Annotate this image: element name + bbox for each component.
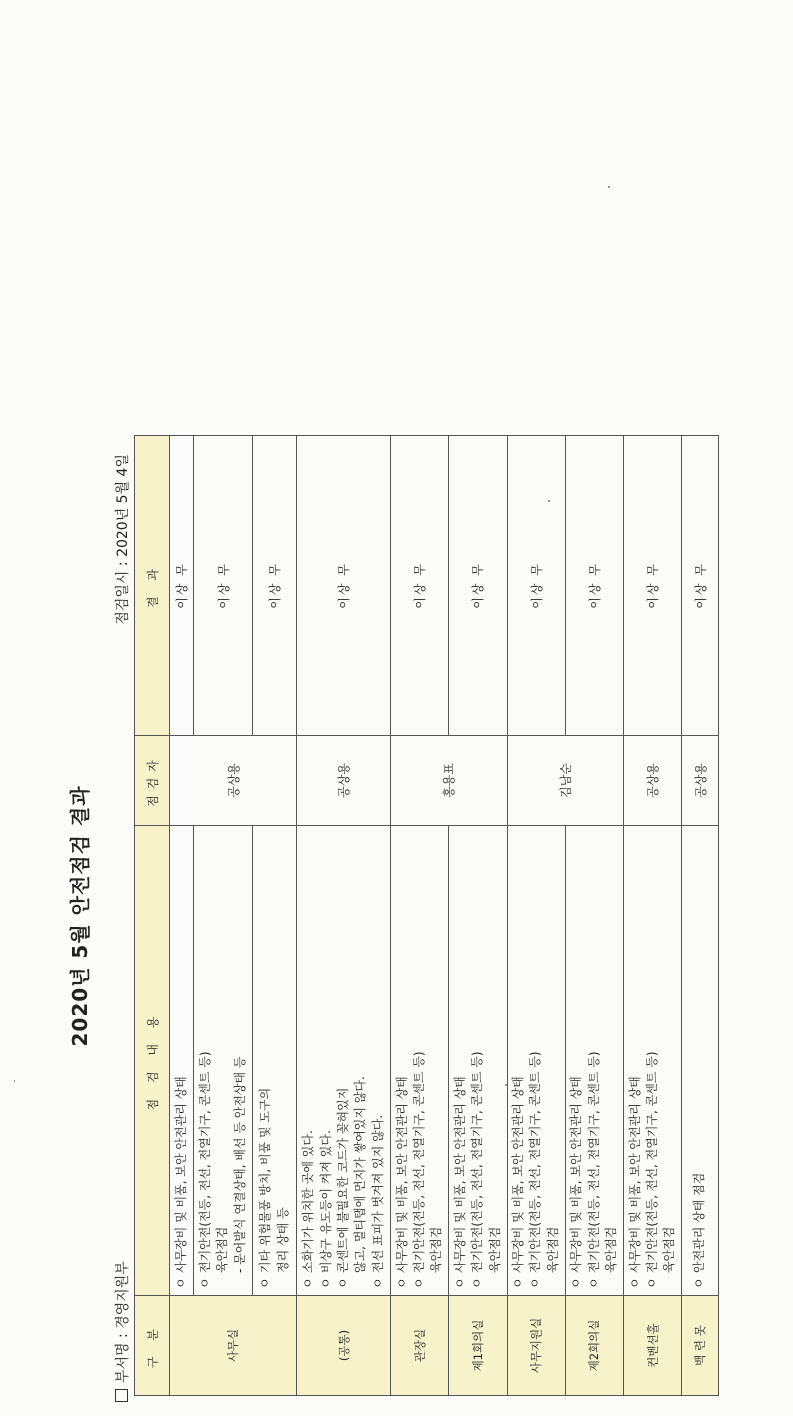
result-cell: 이상 무 — [565, 436, 623, 736]
content-item: 않고, 멀티탭에 먼지가 쌓여있지 않다. — [353, 1076, 368, 1273]
checkbox-square-icon — [115, 1389, 128, 1402]
category-cell: 제1회의실 — [449, 1296, 507, 1396]
table-row — [391, 436, 449, 1396]
content-item: ㅇ기타 위험물품 방치, 비품 및 도구의 — [258, 1087, 273, 1289]
content-cell — [507, 826, 565, 1296]
content-item: - 문어발식 연결상태, 배선 등 안전상태 등 — [232, 1056, 247, 1273]
content-item: ㅇ콘센트에 불필요한 코드가 꽂혀있지 — [336, 1087, 351, 1289]
department-line — [112, 1261, 132, 1402]
table-row — [252, 436, 297, 1396]
table-row — [297, 436, 391, 1396]
inspector-cell: 공상용 — [624, 736, 682, 826]
inspector-cell: 공상용 — [297, 736, 391, 826]
content-item: ㅇ사무장비 및 비품, 보안 안전관리 상태 — [569, 1076, 584, 1289]
result-cell: 이상 무 — [507, 436, 565, 736]
content-item: ㅇ사무장비 및 비품, 보안 안전관리 상태 — [452, 1076, 467, 1289]
header-row — [135, 436, 170, 1396]
content-cell — [391, 826, 449, 1296]
scan-speck — [608, 186, 610, 188]
content-item: ㅇ안전관리 상태 점검 — [692, 1172, 707, 1289]
table-row — [624, 436, 682, 1396]
table-row — [194, 436, 252, 1396]
scan-speck — [14, 1080, 15, 1082]
inspector-cell: 홍용표 — [391, 736, 507, 826]
table-row — [565, 436, 623, 1396]
content-item: ㅇ전기안전(전등, 전선, 전열기구, 콘센트 등) — [644, 1051, 659, 1289]
content-cell — [682, 826, 719, 1296]
content-item: ㅇ사무장비 및 비품, 보안 안전관리 상태 — [394, 1076, 409, 1289]
header-category: 구 분 — [135, 1296, 170, 1396]
header-content: 점 검 내 용 — [135, 826, 170, 1296]
content-item: ㅇ소화기가 위치한 곳에 있다. — [301, 1130, 316, 1289]
result-cell: 이상 무 — [449, 436, 507, 736]
table-row — [449, 436, 507, 1396]
content-item: ㅇ전기안전(전등, 전선, 전열기구, 콘센트 등) — [528, 1051, 543, 1289]
result-cell: 이상 무 — [194, 436, 252, 736]
content-cell — [170, 826, 194, 1296]
content-item: ㅇ전기안전(전등, 전선, 전열기구, 콘센트 등) — [197, 1051, 212, 1289]
content-cell — [449, 826, 507, 1296]
category-cell: (공통) — [297, 1296, 391, 1396]
content-item: 육안점검 — [545, 1226, 560, 1273]
content-cell — [565, 826, 623, 1296]
inspection-date: 점검일시 : 2020년 5월 4일 — [115, 454, 131, 625]
category-cell: 사무지원실 — [507, 1296, 565, 1396]
header-result: 결 과 — [135, 436, 170, 736]
result-cell: 이상 무 — [297, 436, 391, 736]
content-cell — [297, 826, 391, 1296]
content-item: ㅇ전기안전(전등, 전선, 전열기구, 콘센트 등) — [412, 1051, 427, 1289]
content-cell — [624, 826, 682, 1296]
result-cell: 이상 무 — [624, 436, 682, 736]
content-item: 육안점검 — [487, 1226, 502, 1273]
category-cell: 관장실 — [391, 1296, 449, 1396]
content-item: 육안점검 — [215, 1226, 230, 1273]
result-cell: 이상 무 — [170, 436, 194, 736]
category-cell: 컨벤션홀 — [624, 1296, 682, 1396]
content-item: ㅇ전선 표피가 벗겨져 있지 않다. — [370, 1114, 385, 1289]
result-cell: 이상 무 — [391, 436, 449, 736]
inspector-cell: 김남순 — [507, 736, 623, 826]
category-cell: 제2회의실 — [565, 1296, 623, 1396]
content-item: ㅇ비상구 유도등이 켜져 있다. — [318, 1130, 333, 1289]
table-row — [507, 436, 565, 1396]
result-cell: 이상 무 — [252, 436, 297, 736]
department-label: 부서명 : 경영지원부 — [115, 1261, 131, 1383]
document-title: 2020년 5월 안전점검 결과 — [68, 785, 92, 1047]
content-item: 육안점검 — [604, 1226, 619, 1273]
content-item: ㅇ사무장비 및 비품, 보안 안전관리 상태 — [627, 1076, 642, 1289]
content-cell — [194, 826, 252, 1296]
table-row — [682, 436, 719, 1396]
content-item: 육안점검 — [662, 1226, 677, 1273]
content-item: ㅇ사무장비 및 비품, 보안 안전관리 상태 — [173, 832, 190, 1289]
content-item: 정리 상태 등 — [275, 1207, 290, 1273]
header-inspector: 점검자 — [135, 736, 170, 826]
table-row — [170, 436, 194, 1396]
category-cell: 사무실 — [170, 1296, 297, 1396]
content-item: ㅇ전기안전(전등, 전선, 전열기구, 콘센트 등) — [586, 1051, 601, 1289]
content-item: ㅇ전기안전(전등, 전선, 전열기구, 콘센트 등) — [470, 1051, 485, 1289]
inspector-cell: 공상용 — [682, 736, 719, 826]
bullet-icon: ㅇ — [174, 1277, 189, 1289]
content-item: ㅇ사무장비 및 비품, 보안 안전관리 상태 — [511, 1076, 526, 1289]
content-item: 육안점검 — [429, 1226, 444, 1273]
inspection-table — [134, 435, 719, 1396]
content-cell — [252, 826, 297, 1296]
rotated-document — [64, 416, 732, 1416]
inspector-cell: 공상용 — [170, 736, 297, 826]
result-cell: 이상 무 — [682, 436, 719, 736]
category-cell: 백 련 못 — [682, 1296, 719, 1396]
